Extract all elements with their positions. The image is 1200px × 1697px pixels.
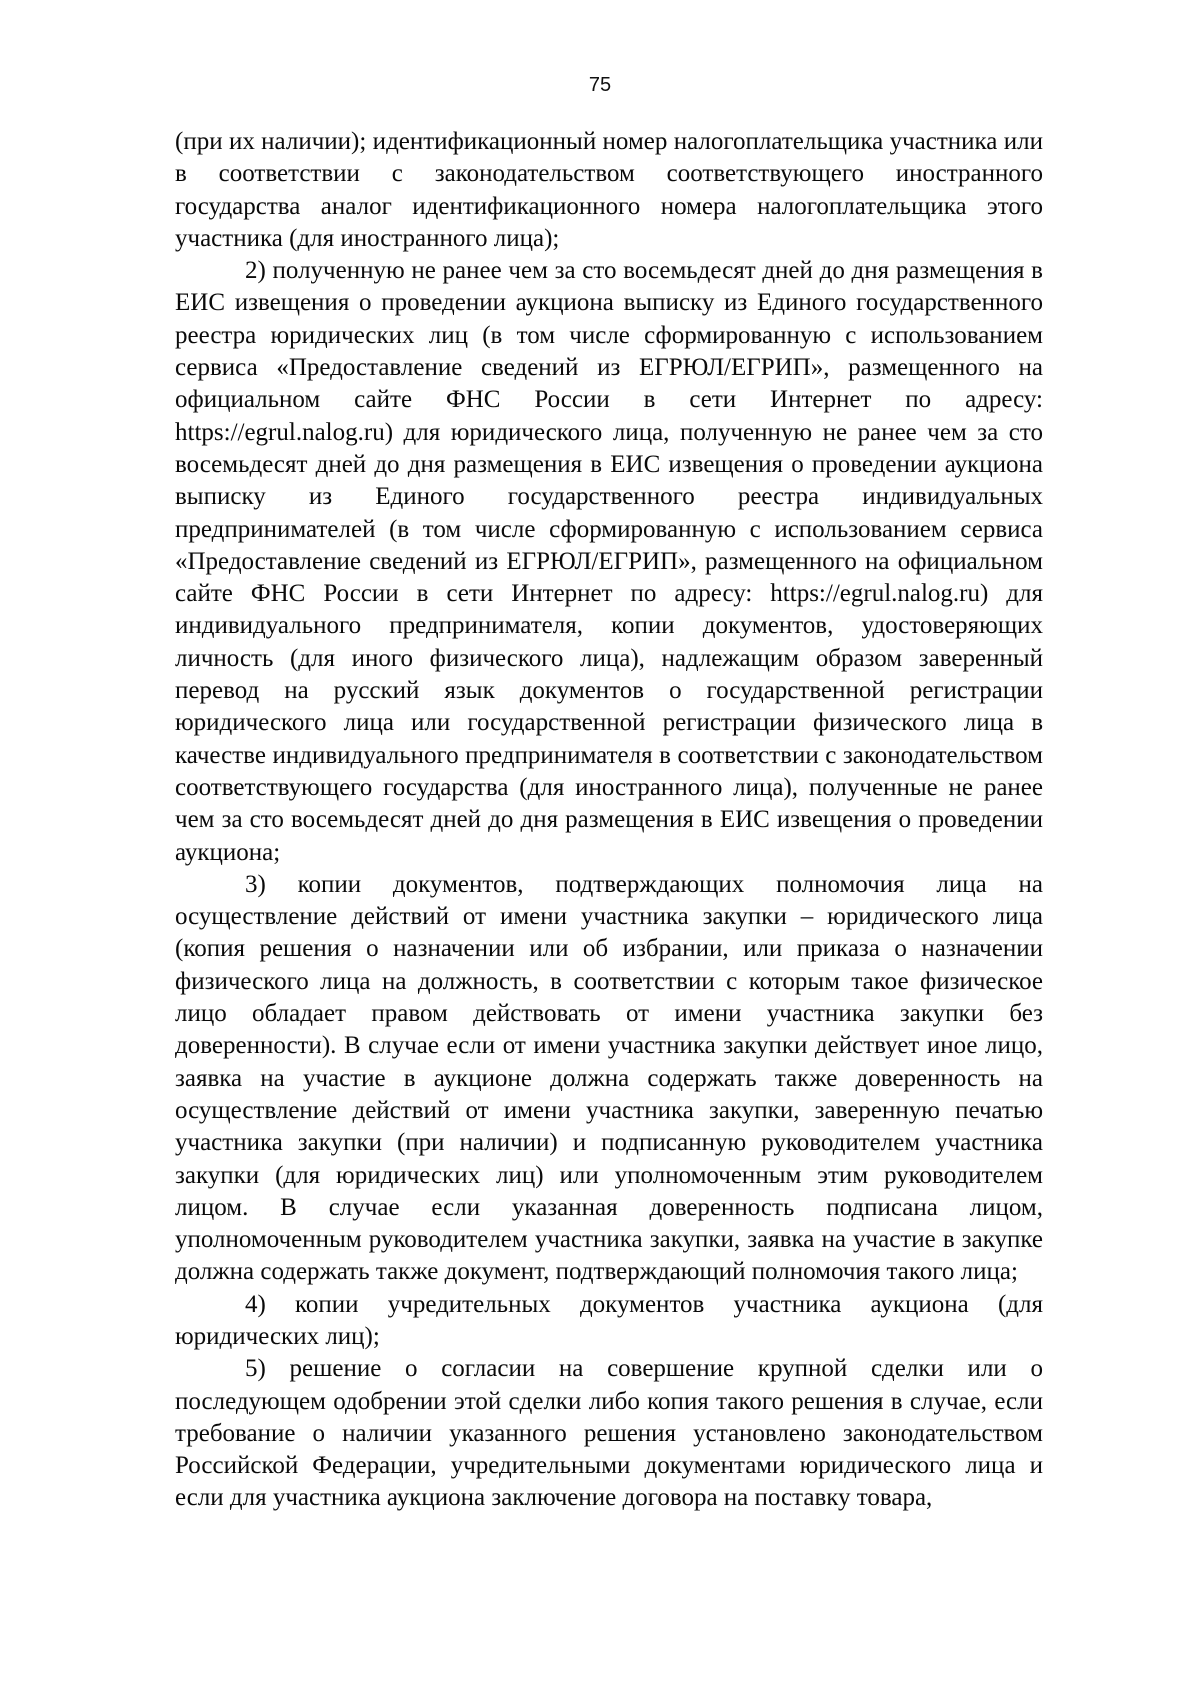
- paragraph-1: (при их наличии); идентификационный номер налогоплательщика участника или в соответствии с законодательством соответствующего иностранного государства аналог идентификационного номера налогоплательщика этого участника (для иностранного лица);: [175, 128, 1043, 252]
- body-text: [175, 126, 1043, 1515]
- paragraph-3: 3) копии документов, подтверждающих полномочия лица на осуществление действий от имени участника закупки – юридического лица (копия решения о назначении или об избрании, или приказа о назначении физического лица на должность, в соответствии с которым такое физическое лицо обладает правом действовать от имени участника закупки без доверенности). В случае если от имени участника закупки действует иное лицо, заявка на участие в аукционе должна содержать также доверенность на осуществление действий от имени участника закупки, заверенную печатью участника закупки (при наличии) и подписанную руководителем участника закупки (для юридических лиц) или уполномоченным этим руководителем лицом. В случае если указанная доверенность подписана лицом, уполномоченным руководителем участника закупки, заявка на участие в закупке должна содержать также документ, подтверждающий полномочия такого лица;: [175, 870, 1043, 1286]
- paragraph-5: 5) решение о согласии на совершение крупной сделки или о последующем одобрении этой сделки либо копия такого решения в случае, если требование о наличии указанного решения установлено законодательством Российской Федерации, учредительными документами юридического лица и если для участника аукциона заключение договора на поставку товара,: [175, 1355, 1043, 1512]
- paragraph-2: 2) полученную не ранее чем за сто восемьдесят дней до дня размещения в ЕИС извещения о проведении аукциона выписку из Единого государственного реестра юридических лиц (в том числе сформированную с использованием сервиса «Предоставление сведений из ЕГРЮЛ/ЕГРИП», размещенного на официальном сайте ФНС России в сети Интернет по адресу: https://egrul.nalog.ru) для юридического лица, полученную не ранее чем за сто восемьдесят дней до дня размещения в ЕИС извещения о проведении аукциона выписку из Единого государственного реестра индивидуальных предпринимателей (в том числе сформированную с использованием сервиса «Предоставление сведений из ЕГРЮЛ/ЕГРИП», размещенного на официальном сайте ФНС России в сети Интернет по адресу: https://egrul.nalog.ru) для индивидуального предпринимателя, копии документов, удостоверяющих личность (для иного физического лица), надлежащим образом заверенный перевод на русский язык документов о государственной регистрации юридического лица или государственной регистрации физического лица в качестве индивидуального предпринимателя в соответствии с законодательством соответствующего государства (для иностранного лица), полученные не ранее чем за сто восемьдесят дней до дня размещения в ЕИС извещения о проведении аукциона;: [175, 257, 1043, 866]
- paragraph-4: 4) копии учредительных документов участника аукциона (для юридических лиц);: [175, 1290, 1043, 1350]
- page-number: 75: [588, 74, 612, 96]
